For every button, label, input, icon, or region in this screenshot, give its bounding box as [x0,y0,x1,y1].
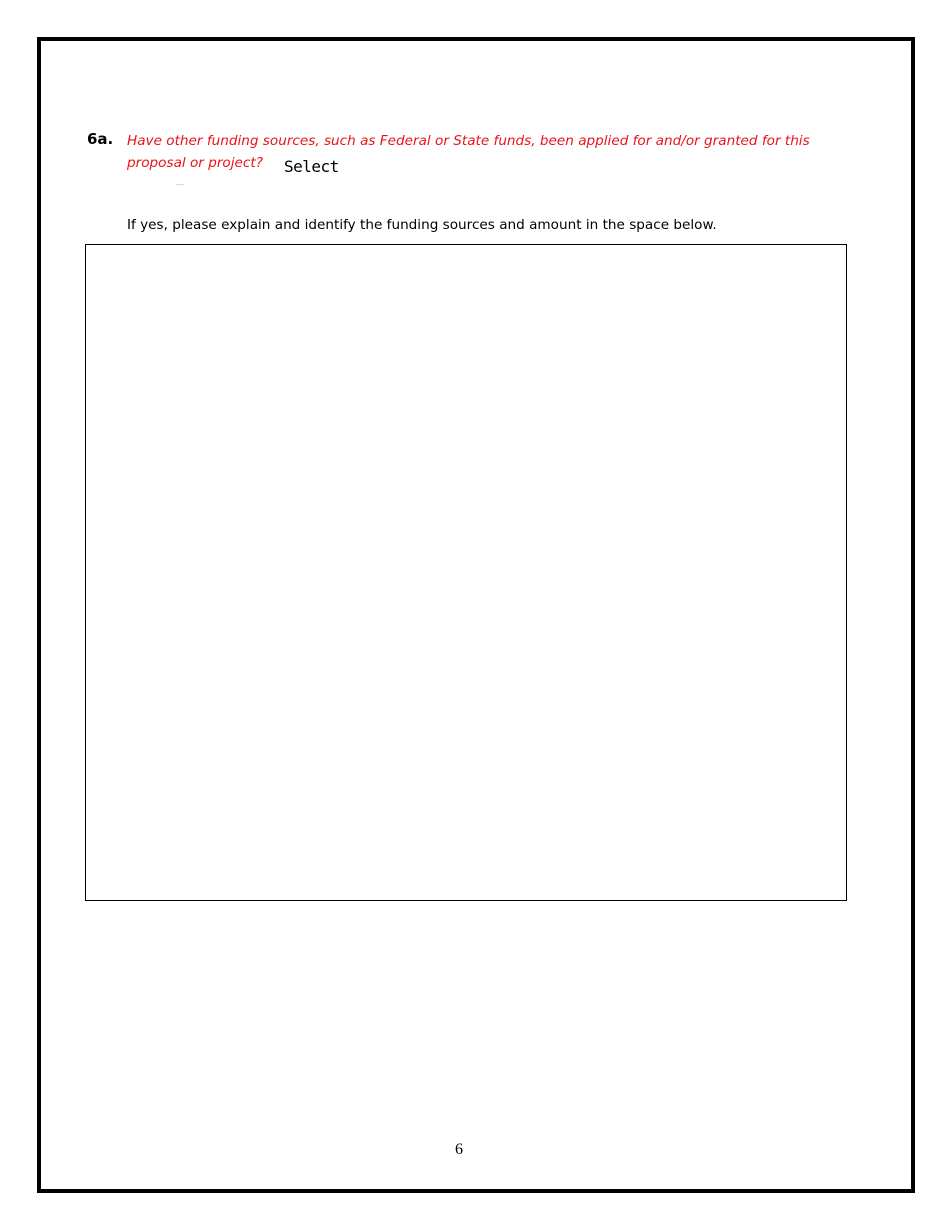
question-number: 6a. [87,130,114,148]
funding-explanation-textarea[interactable] [85,244,847,901]
question-text: Have other funding sources, such as Federal or State funds, been applied for and/or granted for this proposal or project? [127,133,810,171]
instruction-text: If yes, please explain and identify the funding sources and amount in the space below. [127,217,717,233]
funding-select-dropdown[interactable]: Select [284,157,339,176]
field-marker: --- [176,180,185,189]
page-number: 6 [455,1141,463,1158]
